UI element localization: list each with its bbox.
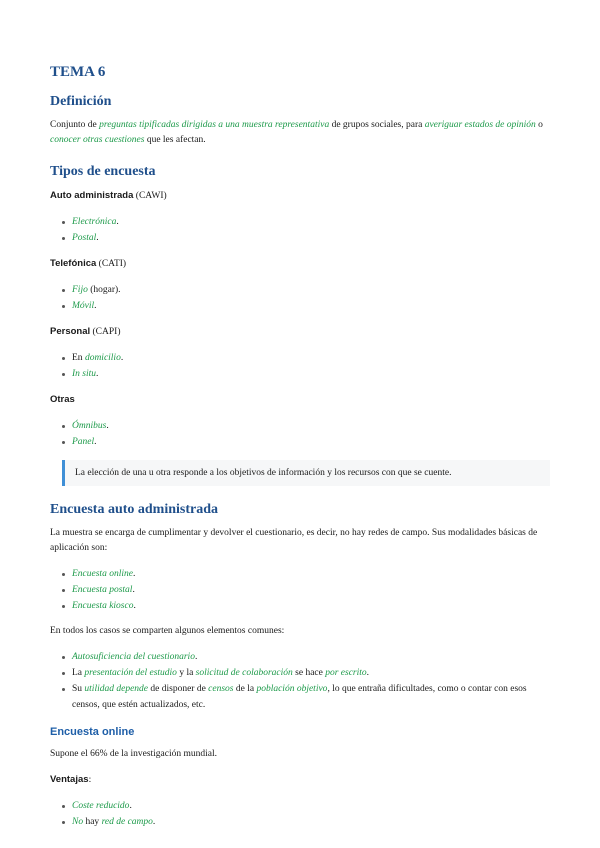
tipo-label-otras: Otras <box>50 394 75 405</box>
auto-modalidades-list <box>50 566 550 614</box>
tipo-list-telefonica <box>50 282 550 314</box>
auto-paragraph-1: La muestra se encarga de cumplimentar y devolver el cuestionario, es decir, no hay redes de campo. Sus modalidades básicas de aplicación son: <box>50 528 538 553</box>
list-item: Electrónica. <box>72 214 550 230</box>
list-item: Móvil. <box>72 298 550 314</box>
list-item: Fijo (hogar). <box>72 282 550 298</box>
list-item: Ómnibus. <box>72 418 550 434</box>
callout-note: La elección de una u otra responde a los objetivos de información y los recursos con que se cuente. <box>62 460 550 486</box>
section-heading-definicion: Definición <box>50 94 112 109</box>
list-item: Encuesta kiosco. <box>72 598 550 614</box>
list-item: La presentación del estudio y la solicitud de colaboración se hace por escrito. <box>72 665 550 681</box>
list-item: Encuesta postal. <box>72 582 550 598</box>
tipo-list-otras <box>50 418 550 450</box>
list-item: Coste reducido. <box>72 798 550 814</box>
auto-elementos-list <box>50 649 550 713</box>
list-item: Su utilidad depende de disponer de censos de la población objetivo, lo que entraña dificultades, como o contar con esos censos, que estén actualizados, etc. <box>72 681 550 713</box>
ventajas-label: Ventajas: <box>50 774 92 785</box>
subsection-heading-online: Encuesta online <box>50 726 135 738</box>
list-item: Postal. <box>72 230 550 246</box>
list-item: Autosuficiencia del cuestionario. <box>72 649 550 665</box>
definicion-paragraph: Conjunto de preguntas tipificadas dirigidas a una muestra representativa de grupos sociales, para averiguar estados de opinión o conocer otras cuestiones que les afectan. <box>50 120 543 145</box>
tipo-label-telefonica: Telefónica (CATI) <box>50 258 127 269</box>
ventajas-list <box>50 798 550 830</box>
page-title: TEMA 6 <box>50 64 106 80</box>
list-item: En domicilio. <box>72 350 550 366</box>
section-heading-tipos: Tipos de encuesta <box>50 164 156 179</box>
list-item: In situ. <box>72 366 550 382</box>
section-heading-auto-administrada: Encuesta auto administrada <box>50 502 219 517</box>
tipo-list-personal <box>50 350 550 382</box>
list-item: Panel. <box>72 434 550 450</box>
tipo-label-auto: Auto administrada (CAWI) <box>50 190 167 201</box>
list-item: Encuesta online. <box>72 566 550 582</box>
online-paragraph: Supone el 66% de la investigación mundial. <box>50 749 218 759</box>
list-item: No hay red de campo. <box>72 814 550 830</box>
auto-paragraph-2: En todos los casos se comparten algunos elementos comunes: <box>50 626 285 636</box>
tipo-list-auto <box>50 214 550 246</box>
tipo-label-personal: Personal (CAPI) <box>50 326 121 337</box>
